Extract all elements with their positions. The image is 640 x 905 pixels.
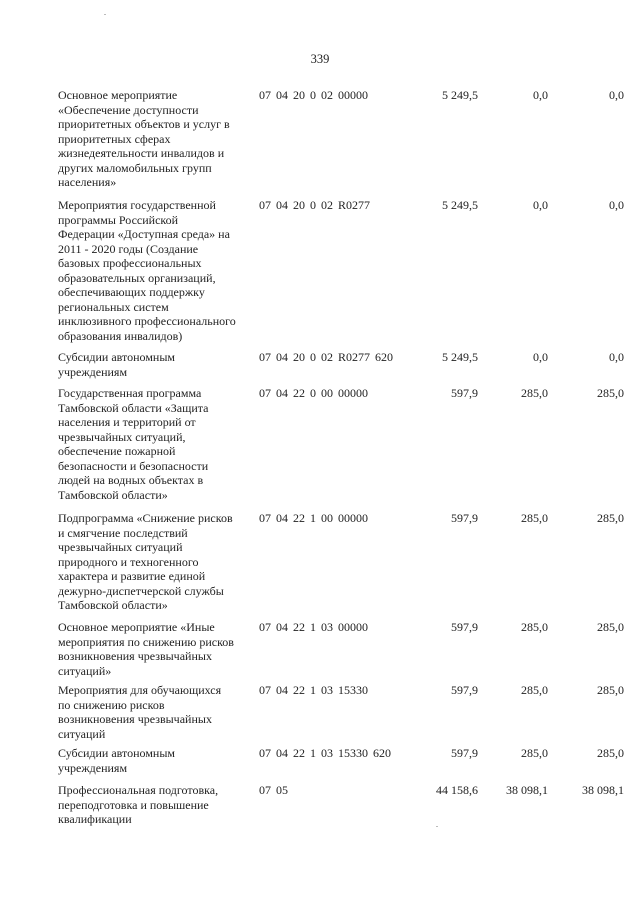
row-description: Основное мероприятие «Обеспечение доступности приоритетных объектов и услуг в приоритетных сферах жизнедеятельности инвалидов и других маломобильных групп населения» xyxy=(58,88,230,189)
row-value-year2: 285,0 xyxy=(521,386,548,400)
scan-speck xyxy=(104,14,106,15)
row-value-year3: 285,0 xyxy=(597,746,624,760)
row-description: Субсидии автономным учреждениям xyxy=(58,746,175,775)
row-description: Профессиональная подготовка, переподготовка и повышение квалификации xyxy=(58,783,219,826)
row-description: Мероприятия для обучающихся по снижению рисков возникновения чрезвычайных ситуаций xyxy=(58,683,222,741)
row-value-year1: 5 249,5 xyxy=(442,350,478,364)
row-budget-code: 07 04 22 1 03 15330 xyxy=(259,683,368,697)
row-budget-code: 07 04 22 1 03 15330 620 xyxy=(259,746,391,760)
row-budget-code: 07 04 22 1 00 00000 xyxy=(259,511,368,525)
row-value-year1: 5 249,5 xyxy=(442,198,478,212)
row-description: Государственная программа Тамбовской области «Защита населения и территорий от чрезвычайных ситуаций, обеспечение пожарной безопасности и безопасности людей на водных объектах в Тамбовской области» xyxy=(58,386,209,502)
row-value-year1: 597,9 xyxy=(451,683,478,697)
row-value-year1: 597,9 xyxy=(451,386,478,400)
row-value-year3: 0,0 xyxy=(609,88,624,102)
row-value-year2: 0,0 xyxy=(533,88,548,102)
row-value-year2: 0,0 xyxy=(533,350,548,364)
row-budget-code: 07 04 20 0 02 00000 xyxy=(259,88,368,102)
row-value-year3: 285,0 xyxy=(597,511,624,525)
row-budget-code: 07 04 20 0 02 R0277 xyxy=(259,198,371,212)
row-value-year2: 0,0 xyxy=(533,198,548,212)
row-value-year1: 5 249,5 xyxy=(442,88,478,102)
row-budget-code: 07 04 20 0 02 R0277 620 xyxy=(259,350,394,364)
row-value-year3: 285,0 xyxy=(597,683,624,697)
scan-speck xyxy=(436,826,438,827)
row-value-year3: 0,0 xyxy=(609,198,624,212)
row-budget-code: 07 04 22 1 03 00000 xyxy=(259,620,368,634)
row-value-year1: 597,9 xyxy=(451,620,478,634)
row-value-year2: 285,0 xyxy=(521,511,548,525)
page-number: 339 xyxy=(310,52,330,66)
row-value-year2: 285,0 xyxy=(521,683,548,697)
row-description: Мероприятия государственной программы Российской Федерации «Доступная среда» на 2011 - 2020 годы (Создание базовых профессиональных образовательных организаций, обеспечивающих поддержку региональных систем инклюзивного профессионального образования инвалидов) xyxy=(58,198,236,343)
row-description: Основное мероприятие «Иные мероприятия по снижению рисков возникновения чрезвычайных ситуаций» xyxy=(58,620,234,678)
row-description: Субсидии автономным учреждениям xyxy=(58,350,175,379)
row-budget-code: 07 04 22 0 00 00000 xyxy=(259,386,368,400)
row-value-year2: 38 098,1 xyxy=(506,783,548,797)
row-value-year3: 285,0 xyxy=(597,386,624,400)
row-value-year3: 38 098,1 xyxy=(582,783,624,797)
row-budget-code: 07 05 xyxy=(259,783,288,797)
row-value-year1: 597,9 xyxy=(451,511,478,525)
row-value-year2: 285,0 xyxy=(521,746,548,760)
row-value-year1: 597,9 xyxy=(451,746,478,760)
row-value-year3: 285,0 xyxy=(597,620,624,634)
row-value-year1: 44 158,6 xyxy=(436,783,478,797)
row-description: Подпрограмма «Снижение рисков и смягчение последствий чрезвычайных ситуаций природного и техногенного характера и развитие единой дежурно-диспетчерской службы Тамбовской области» xyxy=(58,511,233,612)
row-value-year2: 285,0 xyxy=(521,620,548,634)
row-value-year3: 0,0 xyxy=(609,350,624,364)
